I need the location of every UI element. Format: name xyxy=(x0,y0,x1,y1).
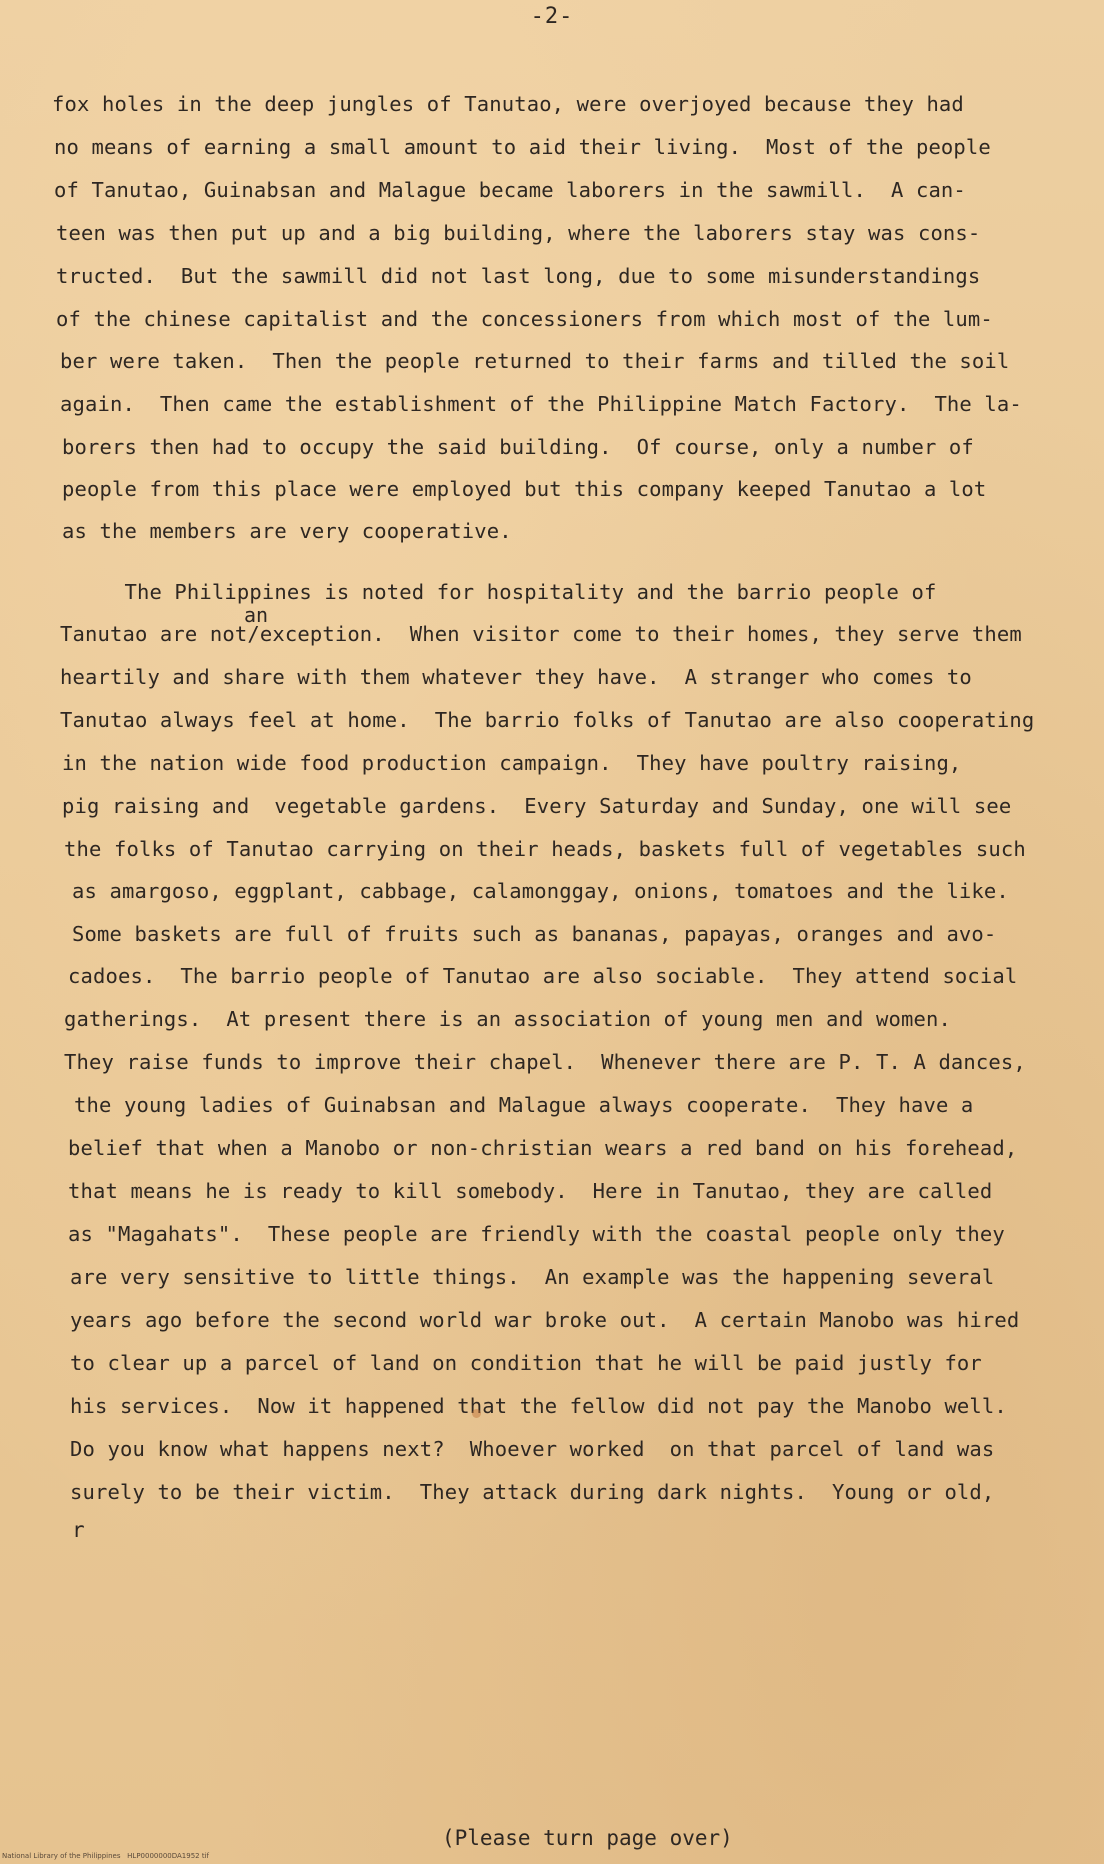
text-line: tructed. But the sawmill did not last long, due to some misunderstandings xyxy=(56,264,981,288)
text-line: gatherings. At present there is an association of young men and women. xyxy=(64,1007,951,1031)
text-line: cadoes. The barrio people of Tanutao are also sociable. They attend social xyxy=(68,964,1018,988)
page-number: -2- xyxy=(530,4,574,29)
text-line: as amargoso, eggplant, cabbage, calamonggay, onions, tomatoes and the like. xyxy=(72,879,1009,903)
text-line: surely to be their victim. They attack during dark nights. Young or old, xyxy=(70,1480,995,1504)
text-line: again. Then came the establishment of the Philippine Match Factory. The la- xyxy=(60,392,1022,416)
text-line: to clear up a parcel of land on condition that he will be paid justly for xyxy=(70,1351,982,1375)
text-line: in the nation wide food production campaign. They have poultry raising, xyxy=(62,751,962,775)
text-line: Tanutao are not/exception. When visitor come to their homes, they serve them xyxy=(60,622,1022,646)
text-line: The Philippines is noted for hospitality and the barrio people of xyxy=(62,580,937,604)
text-line: as "Magahats". These people are friendly with the coastal people only they xyxy=(68,1222,1005,1246)
text-line: They raise funds to improve their chapel. Whenever there are P. T. A dances, xyxy=(64,1050,1026,1074)
text-line: fox holes in the deep jungles of Tanutao, were overjoyed because they had xyxy=(52,92,964,116)
text-line: the young ladies of Guinabsan and Malague always cooperate. They have a xyxy=(74,1093,974,1117)
text-line: ber were taken. Then the people returned to their farms and tilled the soil xyxy=(60,349,1010,373)
stray-typed-mark: r xyxy=(72,1518,85,1542)
text-line: pig raising and vegetable gardens. Every Saturday and Sunday, one will see xyxy=(62,794,1012,818)
turn-page-note: (Please turn page over) xyxy=(442,1826,733,1850)
text-line: borers then had to occupy the said building. Of course, only a number of xyxy=(62,435,974,459)
interlinear-insertion: an xyxy=(244,603,269,627)
text-line: heartily and share with them whatever they have. A stranger who comes to xyxy=(60,665,972,689)
text-line: are very sensitive to little things. An example was the happening several xyxy=(70,1265,995,1289)
text-line: of Tanutao, Guinabsan and Malague became laborers in the sawmill. A can- xyxy=(54,178,966,202)
text-line: Do you know what happens next? Whoever worked on that parcel of land was xyxy=(70,1437,995,1461)
ink-blot xyxy=(472,1409,481,1418)
text-line: no means of earning a small amount to aid their living. Most of the people xyxy=(54,135,991,159)
text-line: teen was then put up and a big building, where the laborers stay was cons- xyxy=(56,221,981,245)
text-line: that means he is ready to kill somebody. Here in Tanutao, they are called xyxy=(68,1179,993,1203)
text-line: the folks of Tanutao carrying on their heads, baskets full of vegetables such xyxy=(64,837,1026,861)
text-line: years ago before the second world war broke out. A certain Manobo was hired xyxy=(70,1308,1020,1332)
text-line: people from this place were employed but this company keeped Tanutao a lot xyxy=(62,477,987,501)
text-line: Some baskets are full of fruits such as bananas, papayas, oranges and avo- xyxy=(72,922,997,946)
text-line: as the members are very cooperative. xyxy=(62,519,512,543)
archive-stamp: National Library of the Philippines HLP0000000DA1952 tif xyxy=(2,1852,209,1860)
text-line: of the chinese capitalist and the concessioners from which most of the lum- xyxy=(56,307,993,331)
text-line: belief that when a Manobo or non-christian wears a red band on his forehead, xyxy=(68,1136,1018,1160)
text-line: his services. Now it happened that the fellow did not pay the Manobo well. xyxy=(70,1394,1007,1418)
text-line: Tanutao always feel at home. The barrio folks of Tanutao are also cooperating xyxy=(60,708,1035,732)
